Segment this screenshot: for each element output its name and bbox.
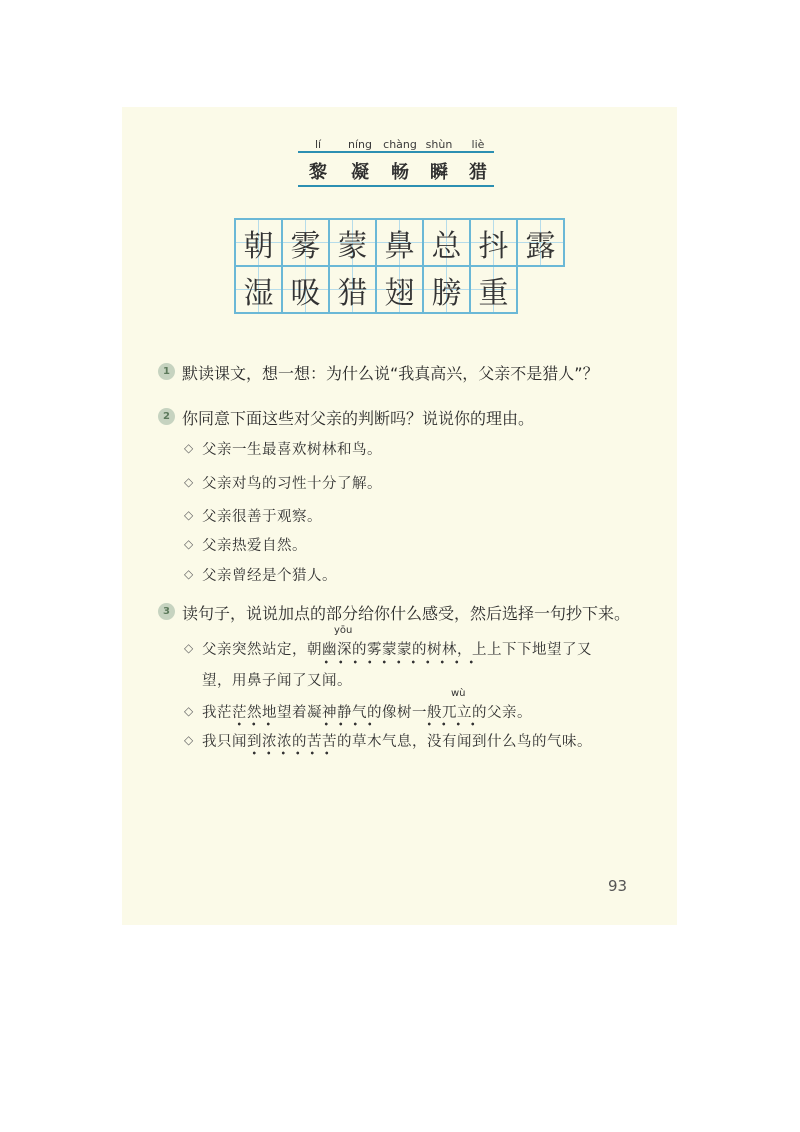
diamond-bullet-icon: ◇ bbox=[184, 704, 194, 718]
header-char: 猎 bbox=[469, 162, 487, 183]
diamond-bullet-icon: ◇ bbox=[184, 508, 194, 522]
judgment-item: 父亲一生最喜欢树林和鸟。 bbox=[202, 442, 382, 458]
header-char: 畅 bbox=[391, 162, 409, 183]
grid-cell: 总 bbox=[422, 218, 471, 267]
grid-cell: 鼻 bbox=[375, 218, 424, 267]
grid-cell: 抖 bbox=[469, 218, 518, 267]
char-grid-row-2 bbox=[234, 265, 518, 314]
pinyin-shun: shùn bbox=[425, 138, 453, 151]
header-char: 黎 bbox=[309, 162, 327, 183]
sentence-1-line-1: 父亲突然站定，朝幽深的雾蒙蒙的树林，上上下下地望了又 bbox=[202, 642, 592, 658]
grid-cell: 猎 bbox=[328, 265, 377, 314]
diamond-bullet-icon: ◇ bbox=[184, 441, 194, 455]
diamond-bullet-icon: ◇ bbox=[184, 641, 194, 655]
diamond-bullet-icon: ◇ bbox=[184, 733, 194, 747]
page-number: 93 bbox=[608, 877, 628, 895]
char-grid-row-1 bbox=[234, 218, 565, 267]
grid-cell: 湿 bbox=[234, 265, 283, 314]
grid-cell: 蒙 bbox=[328, 218, 377, 267]
pinyin-row bbox=[298, 138, 494, 152]
emphasis-dots bbox=[422, 721, 480, 727]
grid-cell: 朝 bbox=[234, 218, 283, 267]
diamond-bullet-icon: ◇ bbox=[184, 475, 194, 489]
pinyin-annotation-wu: wù bbox=[451, 688, 466, 699]
pinyin-annotation-you: yōu bbox=[334, 625, 353, 636]
grid-cell: 重 bbox=[469, 265, 518, 314]
judgment-item: 父亲热爱自然。 bbox=[202, 538, 307, 554]
sentence-3: 我只闻到浓浓的苦苦的草木气息，没有闻到什么鸟的气味。 bbox=[202, 734, 592, 750]
pinyin-ning: níng bbox=[348, 138, 372, 151]
pinyin-li: lí bbox=[314, 138, 322, 151]
grid-cell: 吸 bbox=[281, 265, 330, 314]
diamond-bullet-icon: ◇ bbox=[184, 537, 194, 551]
judgment-item: 父亲对鸟的习性十分了解。 bbox=[202, 476, 382, 492]
question-1-text: 默读课文，想一想：为什么说“我真高兴，父亲不是猎人”？ bbox=[182, 364, 599, 383]
diamond-bullet-icon: ◇ bbox=[184, 567, 194, 581]
grid-cell: 膀 bbox=[422, 265, 471, 314]
header-chars-row bbox=[298, 158, 494, 182]
judgment-item: 父亲很善于观察。 bbox=[202, 509, 322, 525]
emphasis-dots bbox=[247, 750, 335, 756]
grid-cell: 翅 bbox=[375, 265, 424, 314]
header-char: 瞬 bbox=[430, 162, 448, 183]
textbook-page bbox=[122, 107, 677, 925]
pinyin-bottom-line bbox=[298, 185, 494, 187]
pinyin-chang: chàng bbox=[383, 138, 417, 151]
question-number-badge: 1 bbox=[158, 363, 175, 380]
emphasis-dots bbox=[232, 721, 276, 727]
question-number-badge: 2 bbox=[158, 408, 175, 425]
grid-cell: 露 bbox=[516, 218, 565, 267]
header-char: 凝 bbox=[351, 162, 369, 183]
judgment-item: 父亲曾经是个猎人。 bbox=[202, 568, 337, 584]
question-3-text: 读句子，说说加点的部分给你什么感受，然后选择一句抄下来。 bbox=[182, 604, 631, 623]
grid-cell: 雾 bbox=[281, 218, 330, 267]
emphasis-dots bbox=[319, 659, 478, 665]
question-number-badge: 3 bbox=[158, 603, 175, 620]
sentence-2: 我茫茫然地望着凝神静气的像树一般兀立的父亲。 bbox=[202, 705, 532, 721]
sentence-1-line-2: 望，用鼻子闻了又闻。 bbox=[202, 673, 352, 689]
emphasis-dots bbox=[319, 721, 377, 727]
pinyin-lie: liè bbox=[471, 138, 485, 151]
question-2-text: 你同意下面这些对父亲的判断吗？说说你的理由。 bbox=[182, 409, 535, 428]
